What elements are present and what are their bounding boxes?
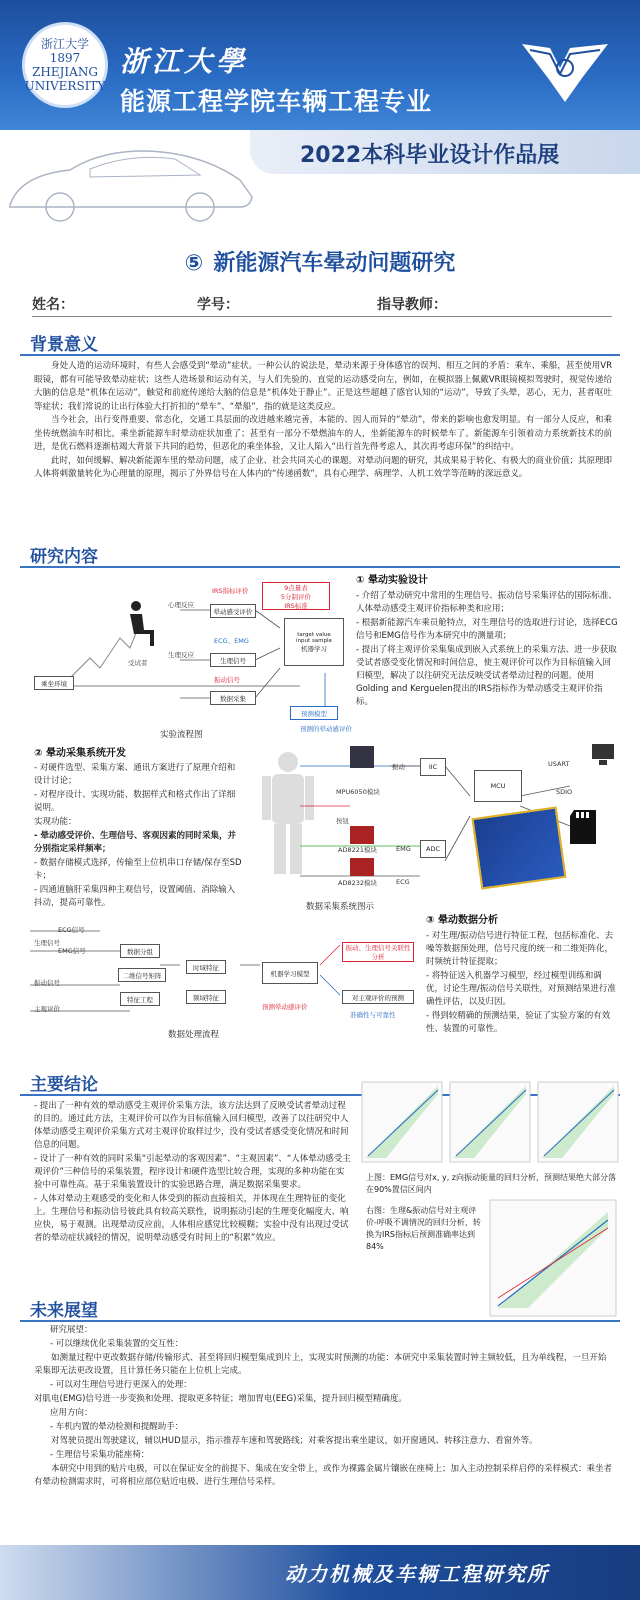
vib-label: 振动信号 bbox=[214, 676, 240, 684]
university-emblem-icon bbox=[520, 38, 610, 104]
ad8221-label: AD8221模块 bbox=[338, 846, 377, 854]
part3-title: ③ 晕动数据分析 bbox=[426, 915, 498, 926]
title-number: ⑤ bbox=[184, 251, 204, 276]
background-text bbox=[34, 360, 612, 482]
emg-input-label: EMG信号 bbox=[58, 947, 86, 955]
ad8232-label: AD8232模块 bbox=[338, 879, 377, 887]
car-outline-icon bbox=[0, 135, 260, 225]
time-feature-box: 时域特征 bbox=[186, 960, 226, 974]
future-line: - 车机内置的晕动检测和提醒助手： bbox=[50, 1422, 184, 1432]
mpu-module-image bbox=[350, 746, 374, 768]
ecg-label: ECG bbox=[396, 878, 410, 886]
university-name: 浙江大學 bbox=[120, 45, 249, 78]
future-heading bbox=[20, 1296, 620, 1322]
target-input-label: target value input sample bbox=[296, 631, 332, 644]
emg-label: EMG bbox=[396, 845, 411, 853]
part1-item: - 提出了将主观评价采集集成到嵌入式系统上的采集方法、进一步获取受试者感受变化情况和时间信息，使主观评价可以作为目标值输入回归模型，解决了以往研究无法反映受试者晕动过程的问题。使用Golding and Kerguelen提出的IRS指标作为晕动感受主观评价指标。 bbox=[356, 645, 617, 707]
mpu-label: MPU6050模块 bbox=[336, 788, 380, 796]
future-line: - 可以继续优化采集装置的交互性： bbox=[50, 1339, 184, 1349]
adc-box: ADC bbox=[420, 840, 446, 858]
seated-person-icon bbox=[120, 600, 160, 650]
matrix-box: 二维信号矩阵 bbox=[118, 968, 166, 982]
pred-label: 预测晕动感评价 bbox=[262, 1003, 308, 1011]
phys-sig-box: 生理信号 bbox=[210, 653, 256, 667]
predict-box: 预测模型 bbox=[290, 706, 338, 720]
vib-data-box: 数据采集 bbox=[210, 691, 256, 705]
ml-label: 机器学习 bbox=[301, 644, 327, 653]
ml-box bbox=[284, 618, 344, 666]
ecg-input-label: ECG信号 bbox=[58, 926, 85, 934]
part2-item: - 四通道脑肝采集四种主观信号，设置阈值、消除输入抖动，提高可靠性。 bbox=[34, 885, 236, 908]
score-notes bbox=[262, 582, 330, 610]
eval-label: 预测的晕动感评价 bbox=[300, 725, 352, 733]
footer-text: 动力机械及车辆工程研究所 bbox=[285, 1562, 549, 1586]
advisor-label: 指导教师： bbox=[377, 297, 447, 313]
experiment-caption: 实验流程图 bbox=[160, 730, 203, 740]
future-line: 应用方向： bbox=[50, 1408, 93, 1418]
subject-label: 受试者 bbox=[128, 659, 148, 667]
freq-feature-box: 频域特征 bbox=[186, 990, 226, 1004]
accuracy-label: 准确性与可靠性 bbox=[350, 1011, 396, 1019]
research-heading bbox=[20, 542, 620, 568]
part1-item: - 介绍了晕动研究中常用的生理信号、振动信号采集评估的国际标准、人体晕动感受主观评价指标种类和应用； bbox=[356, 591, 617, 614]
psych-label: 心理反应 bbox=[168, 601, 194, 609]
id-label: 学号： bbox=[197, 297, 239, 313]
conclusion-item: - 设计了一种有效的同时采集“引起晕动的客观因素”、“主观因素”、“人体晕动感受主观评价”三种信号的采集装置，程序设计和硬件选型比较合理，实现的多种功能在实验中可靠性高。基于采集装置设计的实验思路合理，满足数据采集要求。 bbox=[34, 1154, 351, 1190]
college-name: 能源工程学院车辆工程专业 bbox=[120, 87, 433, 116]
acquisition-caption: 数据采集系统图示 bbox=[306, 902, 375, 912]
name-label: 姓名： bbox=[32, 297, 74, 313]
circuit-board-image bbox=[471, 806, 566, 889]
part1-item: - 根据新能源汽车乘员舱特点，对生理信号的选取进行讨论，选择ECG信号和EMG信号作为本研究中的测量项； bbox=[356, 618, 618, 641]
correlation-box: 振动、生理信号关联性分析 bbox=[342, 942, 414, 962]
key-label: 按钮 bbox=[336, 817, 349, 825]
part3-item: - 将特征送入机器学习模型，经过模型训练和调优，讨论生理/振动信号关联性，对预测结果进行准确性评估，以及归因。 bbox=[426, 971, 616, 1007]
subj-input-label: 主观评价 bbox=[34, 1005, 60, 1013]
ml-model-box: 机器学习模型 bbox=[262, 962, 318, 984]
sdio-label: SDIO bbox=[556, 788, 573, 796]
background-paragraph: 此时，如何缓解、解决新能源车里的晕动问题，成了企业、社会共同关心的课题。对晕动问题的研究，其成果易于转化、有极大的商业价值；其原理即人体将刺激量转化为心理量的原理，揭示了外界信号在人体内的“传递函数”，具有心理学、病理学、人机工效学等范畴的深远意义。 bbox=[34, 455, 613, 479]
feel-box: 晕动感受评价 bbox=[210, 604, 256, 618]
note-2: 5分制评价 bbox=[280, 592, 312, 601]
research-heading-text: 研究内容 bbox=[30, 547, 98, 567]
future-line: 对驾驶员提出驾驶建议，辅以HUD显示，指示推荐车速和驾驶路线；对乘客提出乘坐建议，如开窗通风、转移注意力、看窗外等。 bbox=[51, 1436, 538, 1446]
env-box: 乘坐环境 bbox=[34, 676, 74, 690]
future-line: 本研究中用到的贴片电极，可以在保证安全的前提下、集成在安全带上，或作为裸露金属片镶嵌在座椅上；加入主动控制采样启停的采样模式：乘坐者有晕动检测需求时，可将相应部位贴近电极、进行生理信号采样。 bbox=[34, 1464, 613, 1487]
usart-label: USART bbox=[548, 760, 570, 768]
accel-label: 振动 bbox=[392, 763, 405, 771]
ad8232-module-image bbox=[350, 858, 374, 876]
part3-item: - 得到较精确的预测结果，验证了实验方案的有效性、装置的可靠性。 bbox=[426, 1011, 611, 1034]
physio-label: 生理反应 bbox=[168, 651, 194, 659]
part2-item: - 晕动感受评价、生理信号、客观因素的同时采集，并分别指定采样频率； bbox=[34, 831, 236, 854]
future-line: - 可以对生理信号进行更深入的处理： bbox=[50, 1380, 192, 1390]
iic-box: IIC bbox=[420, 758, 446, 776]
part3-list bbox=[426, 930, 616, 1037]
prediction-box: 对主观评价的预测 bbox=[342, 990, 414, 1004]
ecg-emg-label: ECG、EMG bbox=[214, 637, 249, 645]
logo-text: 浙江大学 1897 ZHEJIANG UNIVERSITY bbox=[24, 37, 106, 93]
processing-caption: 数据处理流程 bbox=[168, 1030, 220, 1040]
background-heading-text: 背景意义 bbox=[30, 335, 98, 355]
part1-title: ① 晕动实验设计 bbox=[356, 575, 428, 586]
conclusion-item: - 提出了一种有效的晕动感受主观评价采集方法，该方法达到了反映受试者晕动过程的目的。通过此方法，主观评价可以作为目标值输入回归模型，改善了以往研究中人体晕动感受主观评价采集方式对主观评价取样过少，没有受试者感受变化情况和时间信息的问题。 bbox=[34, 1101, 349, 1150]
sd-card-icon bbox=[568, 808, 602, 846]
background-heading bbox=[20, 330, 620, 356]
future-line: 对肌电(EMG)信号进一步变换和处理、提取更多特征；增加胃电(EEG)采集，提升回归模型精确度。 bbox=[34, 1394, 407, 1404]
part3-item: - 对生理/振动信号进行特征工程，包括标准化、去噪等数据预处理，信号尺度的统一和二维矩阵化，时频统计特征提取； bbox=[426, 931, 614, 967]
future-list bbox=[34, 1324, 612, 1490]
part2-item: - 对程序设计、实现功能、数据样式和格式作出了详细说明。 bbox=[34, 790, 236, 813]
emg-plot-caption: 上图：EMG信号对x, y, z向振动能量的回归分析，预测结果绝大部分落在90%置信区间内 bbox=[366, 1173, 616, 1194]
vib-input-label: 振动信号 bbox=[34, 979, 60, 987]
background-paragraph: 当今社会，出行变得重要、常态化，交通工具层面的改进越来越完善，本能的、因人而异的“晕动”，带来的影响也愈发明显。有一部分人反应，和乘坐传统燃油车时相比，乘坐新能源车时晕动症状加重了；甚至有一部分不晕燃油车的人，坐新能源车的时候晕车了。新能源车引领着动力系统新技术的前进，是优石燃料逐渐枯竭大背景下共同的趋势，但恶化的乘坐体验，又让人陷入“出行首先得考虑人，其次再考虑环保”的纠结中。 bbox=[34, 415, 612, 452]
expo-title: 2022本科毕业设计作品展 bbox=[300, 143, 560, 168]
physio-plot-caption: 右图：生理&振动信号对主观评价-呼吸不调情况的回归分析，转换为IRS指标后预测准确率达到84% bbox=[366, 1206, 481, 1251]
part2-title: ② 晕动采集系统开发 bbox=[34, 748, 126, 759]
ad8221-module-image bbox=[350, 826, 374, 844]
feature-box: 特征工程 bbox=[120, 992, 160, 1006]
university-logo bbox=[22, 22, 108, 108]
emg-regression-plots-image bbox=[360, 1078, 620, 1168]
title-text: 新能源汽车晕动问题研究 bbox=[213, 251, 456, 276]
part2-list bbox=[34, 762, 242, 911]
part2-item: - 数据存储模式选择，传输至上位机串口存储/保存至SD卡； bbox=[34, 858, 242, 881]
part1-list bbox=[356, 590, 618, 710]
background-paragraph: 身处人造的运动环境时，有些人会感受到“晕动”症状。一种公认的说法是，晕动来源于身体感官的误判、相互之间的矛盾：乘车、乘船，甚至使用VR眼镜，都有可能导致晕动症状；这些人造场景和运动有关，与人们先验的、直觉的运动感受向左，例如，在模拟器上佩戴VR眼镜模拟驾驶时，视觉传递给大脑的信息是“机体在运动”，触觉和前庭传递给大脑的信息是“机体处于静止”。正是这些超越了感官认知的“运动”，导致了头晕，恶心，无力，甚者呕吐等症状；我们常说的让出行体验大打折扣的“晕车”、“晕船”，指的就是这类反应。 bbox=[34, 361, 612, 412]
conclusion-item: - 人体对晕动主观感受的变化和人体受到的振动直接相关，并体现在生理特征的变化上。生理信号和振动信号彼此具有较高关联性，说明振动引起的生理变化幅度大、响应快，易于观测。出现晕动反应前，人体相应感觉比较模糊；实验中没有出现过受试者的晕动症状减轻的情况，说明晕动感受有时间上的“积累”效应。 bbox=[34, 1194, 349, 1243]
student-info-line bbox=[32, 294, 612, 317]
part2-item: - 对硬件选型、采集方案、通讯方案进行了原理介绍和设计讨论； bbox=[34, 763, 236, 786]
future-heading-text: 未来展望 bbox=[30, 1301, 98, 1321]
conclusion-list bbox=[34, 1100, 352, 1246]
mcu-box: MCU bbox=[474, 770, 522, 802]
physio-input-label: 生理信号 bbox=[34, 939, 60, 947]
future-line: 如测量过程中更改数据存储/传输形式、甚至将回归模型集成到片上，实现实时预测的功能：本研究中采集装置时钟主频较低，且为单线程，一旦开始采集即无法更改设置，且计算任务只能在上位机上完成。 bbox=[34, 1353, 607, 1376]
note-1: 9点量表 bbox=[284, 583, 308, 592]
future-line: 研究展望： bbox=[50, 1325, 93, 1335]
pre-box: 数据分组 bbox=[120, 944, 160, 958]
future-line: - 生理信号采集功能座椅： bbox=[50, 1450, 150, 1460]
part2-item: 实现功能： bbox=[34, 817, 77, 827]
irs-label: IRS指标评价 bbox=[212, 587, 249, 595]
computer-icon bbox=[590, 742, 616, 768]
conclusion-heading-text: 主要结论 bbox=[30, 1075, 98, 1095]
poster-title bbox=[0, 246, 640, 277]
note-3: IRS标准 bbox=[284, 601, 308, 610]
